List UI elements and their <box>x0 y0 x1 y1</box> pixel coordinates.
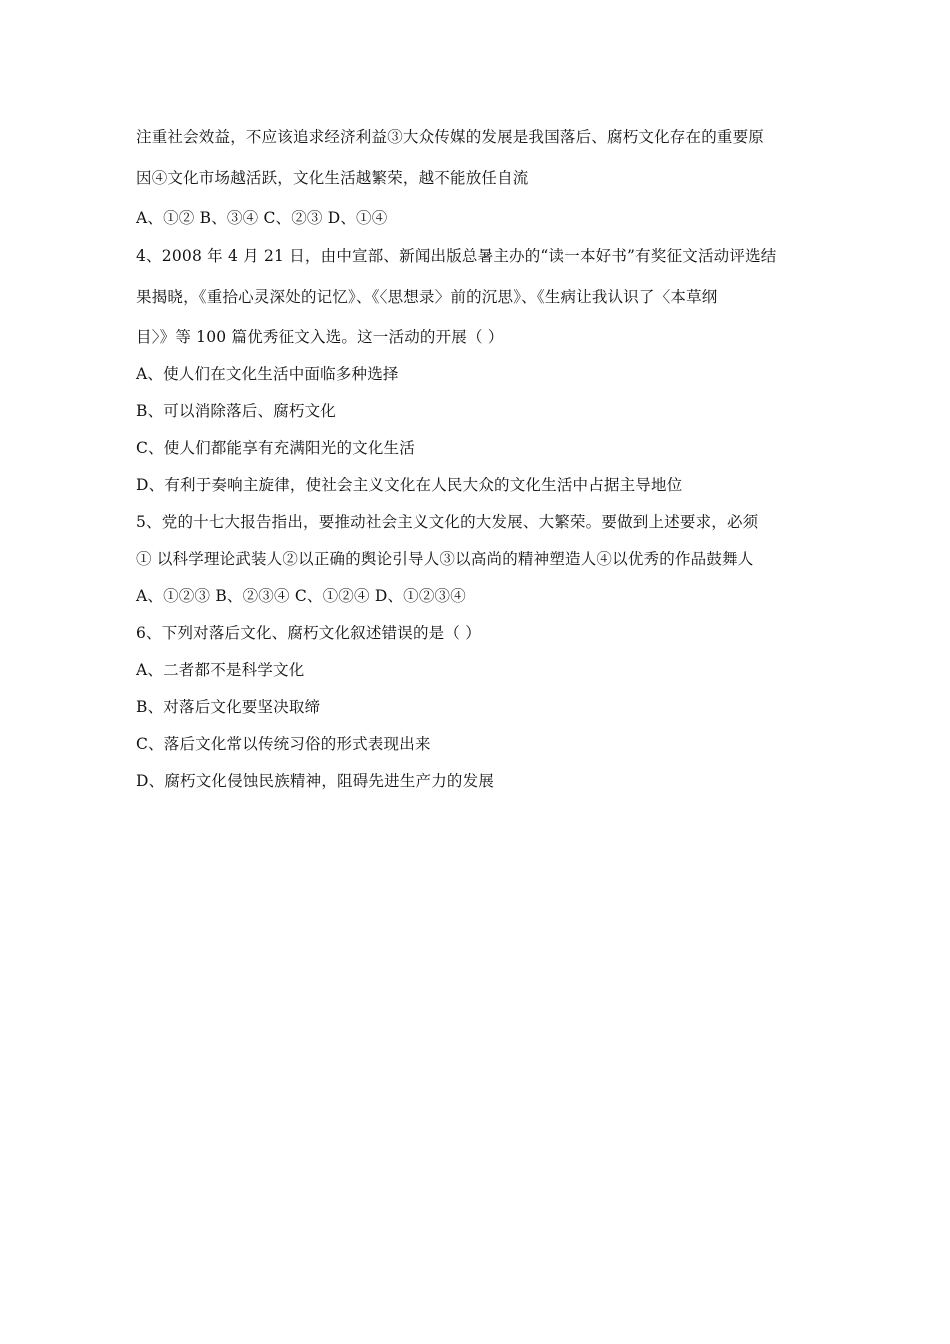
q4-option-d: D、有利于奏响主旋律，使社会主义文化在人民大众的文化生活中占据主导地位 <box>136 476 683 494</box>
q5-options: A、①②③ B、②③④ C、①②④ D、①②③④ <box>136 587 466 605</box>
q5-stem: 5、党的十七大报告指出，要推动社会主义文化的大发展、大繁荣。要做到上述要求，必须 <box>136 513 759 531</box>
document-body <box>136 121 816 803</box>
q4-option-c: C、使人们都能享有充满阳光的文化生活 <box>136 439 415 457</box>
q6-option-c: C、落后文化常以传统习俗的形式表现出来 <box>136 735 431 753</box>
q6-option-b: B、对落后文化要坚决取缔 <box>136 698 321 716</box>
q6-stem: 6、下列对落后文化、腐朽文化叙述错误的是（ ） <box>136 624 481 642</box>
q3-options: A、①② B、③④ C、②③ D、①④ <box>136 209 388 227</box>
q6-option-a: A、二者都不是科学文化 <box>136 661 305 679</box>
q4-option-b: B、可以消除落后、腐朽文化 <box>136 402 336 420</box>
q4-stem-line-2: 果揭晓，《重拾心灵深处的记忆》、《〈思想录〉前的沉思》、《生病让我认识了〈本草纲 <box>136 288 718 306</box>
text-line-q3-continuation-1: 注重社会效益，不应该追求经济利益③大众传媒的发展是我国落后、腐朽文化存在的重要原 <box>136 128 765 146</box>
q4-option-a: A、使人们在文化生活中面临多种选择 <box>136 365 399 383</box>
text-line-q3-continuation-2: 因④文化市场越活跃，文化生活越繁荣，越不能放任自流 <box>136 169 529 187</box>
q4-stem-line-3: 目〉》等 100 篇优秀征文入选。这一活动的开展（ ） <box>136 328 504 346</box>
q5-statements: ① 以科学理论武装人②以正确的舆论引导人③以高尚的精神塑造人④以优秀的作品鼓舞人 <box>136 550 754 568</box>
q4-stem-line-1: 4、2008 年 4 月 21 日，由中宣部、新闻出版总暑主办的“读一本好书”有奖征文活动评选结 <box>136 247 777 265</box>
q6-option-d: D、腐朽文化侵蚀民族精神，阻碍先进生产力的发展 <box>136 772 495 790</box>
